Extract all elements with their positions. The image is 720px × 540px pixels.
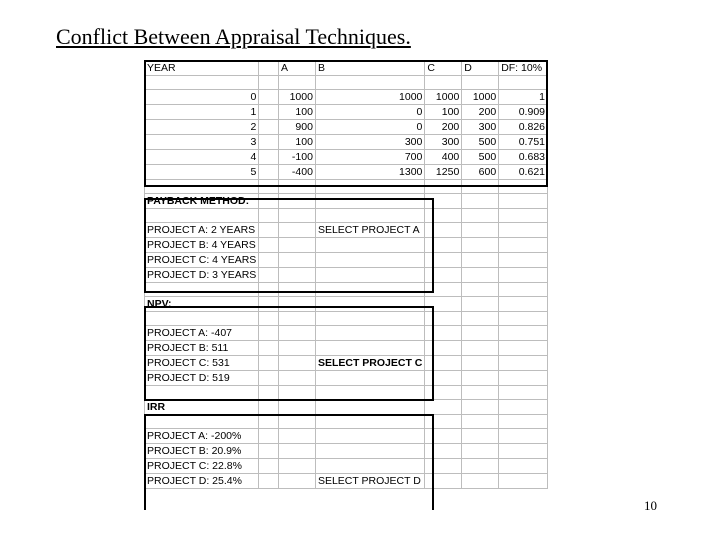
value-cell: 0 [315,105,424,120]
payback-row [145,238,548,253]
value-cell: -100 [279,150,316,165]
page-number: 10 [644,498,657,513]
payback-project-a: PROJECT A: 2 YEARS [145,223,259,238]
value-cell: 1000 [462,90,499,105]
payback-decision: SELECT PROJECT A [315,223,424,238]
value-cell: 200 [425,120,462,135]
payback-row [145,223,548,238]
value-cell: 1000 [279,90,316,105]
npv-heading: NPV: [145,297,259,312]
irr-heading: IRR [145,400,259,415]
table-row [145,105,548,120]
header-d: D [462,61,499,76]
value-cell: 300 [462,120,499,135]
year-cell: 5 [145,165,259,180]
payback-project-d: PROJECT D: 3 YEARS [145,268,259,283]
blank-row [145,209,548,223]
payback-heading-row [145,194,548,209]
irr-project-d: PROJECT D: 25.4% [145,474,259,489]
npv-project-c: PROJECT C: 531 [145,356,259,371]
header-df: DF: 10% [499,61,548,76]
header-year: YEAR [145,61,259,76]
table-row [145,150,548,165]
year-cell: 4 [145,150,259,165]
npv-project-a: PROJECT A: -407 [145,326,259,341]
value-cell: 700 [315,150,424,165]
value-cell: 100 [279,135,316,150]
payback-heading: PAYBACK METHOD: [145,194,259,209]
value-cell: 500 [462,150,499,165]
irr-row [145,429,548,444]
irr-project-a: PROJECT A: -200% [145,429,259,444]
npv-heading-row [145,297,548,312]
irr-project-c: PROJECT C: 22.8% [145,459,259,474]
table-row [145,120,548,135]
npv-decision: SELECT PROJECT C [315,356,424,371]
df-cell: 0.683 [499,150,548,165]
value-cell: 1300 [315,165,424,180]
slide-title: Conflict Between Appraisal Techniques. [56,24,411,49]
value-cell: 0 [315,120,424,135]
blank-row [145,180,548,194]
blank-row [145,312,548,326]
npv-project-b: PROJECT B: 511 [145,341,259,356]
npv-row [145,341,548,356]
df-cell: 0.751 [499,135,548,150]
irr-heading-row [145,400,548,415]
value-cell: 100 [279,105,316,120]
payback-project-b: PROJECT B: 4 YEARS [145,238,259,253]
payback-row [145,268,548,283]
value-cell: 300 [425,135,462,150]
header-c: C [425,61,462,76]
year-cell: 0 [145,90,259,105]
value-cell: 100 [425,105,462,120]
value-cell: 400 [425,150,462,165]
header-b: B [315,61,424,76]
blank-row [145,283,548,297]
payback-row [145,253,548,268]
value-cell: 200 [462,105,499,120]
value-cell: 900 [279,120,316,135]
spreadsheet [144,60,548,510]
year-cell: 1 [145,105,259,120]
blank-row [145,415,548,429]
npv-row [145,326,548,341]
irr-project-b: PROJECT B: 20.9% [145,444,259,459]
npv-project-d: PROJECT D: 519 [145,371,259,386]
value-cell: -400 [279,165,316,180]
irr-row [145,459,548,474]
table-row [145,165,548,180]
value-cell: 1000 [425,90,462,105]
spreadsheet-grid [144,60,548,489]
df-cell: 1 [499,90,548,105]
irr-decision: SELECT PROJECT D [315,474,424,489]
table-row [145,135,548,150]
df-cell: 0.826 [499,120,548,135]
npv-row [145,371,548,386]
npv-row [145,356,548,371]
blank-row [145,76,548,90]
df-cell: 0.909 [499,105,548,120]
irr-row [145,444,548,459]
header-a: A [279,61,316,76]
payback-project-c: PROJECT C: 4 YEARS [145,253,259,268]
value-cell: 600 [462,165,499,180]
value-cell: 1250 [425,165,462,180]
value-cell: 300 [315,135,424,150]
year-cell: 2 [145,120,259,135]
table-row [145,90,548,105]
irr-row [145,474,548,489]
header-row [145,61,548,76]
value-cell: 1000 [315,90,424,105]
blank-row [145,386,548,400]
value-cell: 500 [462,135,499,150]
header-empty [259,61,279,76]
year-cell: 3 [145,135,259,150]
df-cell: 0.621 [499,165,548,180]
